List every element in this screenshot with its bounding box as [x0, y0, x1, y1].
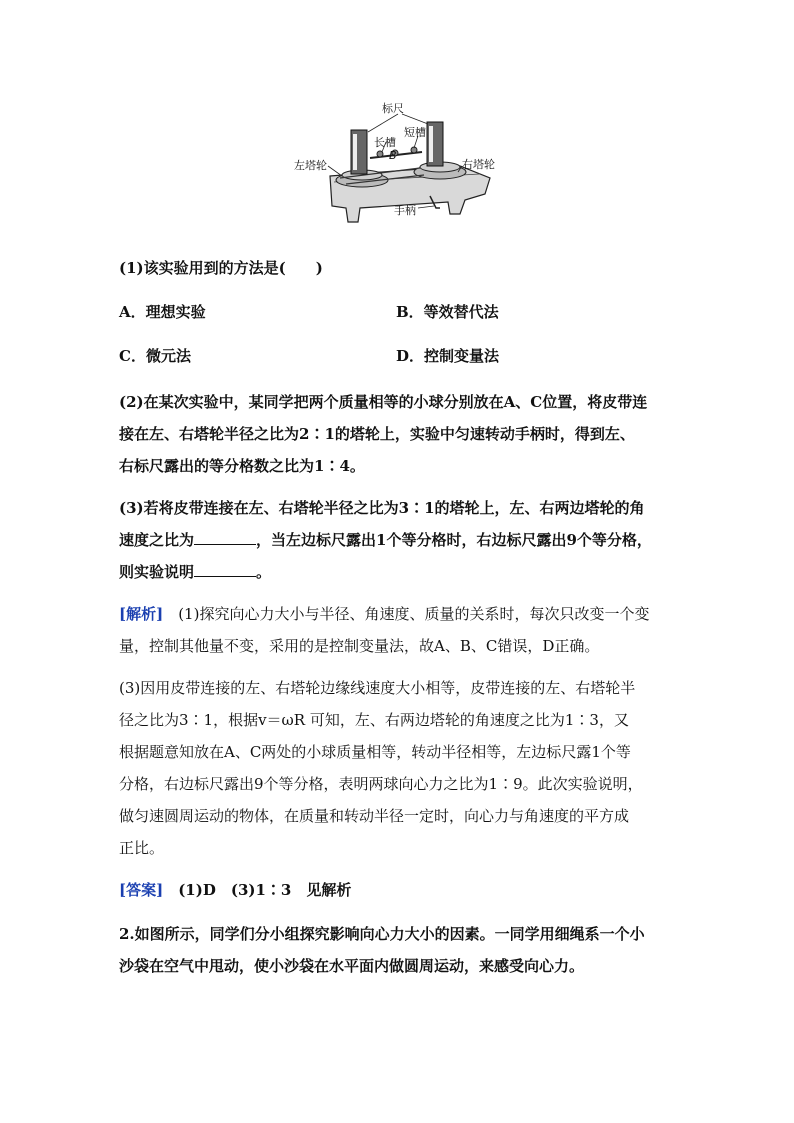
label-shoubing: 手柄 — [394, 204, 416, 217]
label-duancao: 短槽 — [404, 126, 426, 139]
label-changcao: 长槽 — [374, 136, 396, 149]
analysis-p1-line-2: 量，控制其他量不变，采用的是控制变量法，故A、B、C错误，D正确。 — [119, 637, 600, 655]
q3-line-2 — [119, 530, 652, 550]
q1-option-b: B．等效替代法 — [396, 303, 499, 321]
answer-tag: [答案] — [119, 881, 164, 899]
label-b: B — [389, 149, 397, 162]
q1-option-c: C．微元法 — [119, 347, 191, 365]
analysis-p3-line-4: 分格，右边标尺露出9个等分格，表明两球向心力之比为1∶9。此次实验说明， — [119, 775, 643, 793]
q3-line-2a: 速度之比为 — [119, 531, 195, 549]
q3-line-1: (3)若将皮带连接在左、右塔轮半径之比为3∶1的塔轮上，左、右两边塔轮的角 — [119, 499, 645, 517]
analysis-p3-line-3: 根据题意知放在A、C两处的小球质量相等，转动半径相等，左边标尺露1个等 — [119, 743, 631, 761]
q3-line-3 — [119, 562, 271, 582]
q3-line-3a: 则实验说明 — [119, 563, 195, 581]
blank-1 — [194, 530, 256, 545]
analysis-p1-text: (1)探究向心力大小与半径、角速度、质量的关系时，每次只改变一个变 — [163, 605, 650, 623]
q-next-line-1: 2.如图所示，同学们分小组探究影响向心力大小的因素。一同学用细绳系一个小 — [119, 925, 645, 943]
apparatus-figure — [290, 96, 510, 236]
label-youtalun: 右塔轮 — [462, 158, 495, 171]
q2-line-3: 右标尺露出的等分格数之比为1∶4。 — [119, 457, 365, 475]
q1-stem: (1)该实验用到的方法是( ) — [119, 259, 323, 277]
analysis-p3-line-5: 做匀速圆周运动的物体，在质量和转动半径一定时，向心力与角速度的平方成 — [119, 807, 630, 825]
answer-text: (1)D (3)1∶3 见解析 — [163, 881, 352, 899]
blank-2 — [194, 562, 256, 577]
label-biaochi: 标尺 — [382, 102, 404, 115]
analysis-p3-line-1: (3)因用皮带连接的左、右塔轮边缘线速度大小相等，皮带连接的左、右塔轮半 — [119, 679, 636, 697]
q1-option-a: A．理想实验 — [119, 303, 206, 321]
analysis-p3-line-2: 径之比为3∶1，根据v＝ωR 可知，左、右两边塔轮的角速度之比为1∶3，又 — [119, 711, 629, 729]
q3-line-2b: ，当左边标尺露出1个等分格时，右边标尺露出9个等分格， — [256, 531, 652, 549]
analysis-p3-line-6: 正比。 — [119, 839, 165, 857]
label-zuotalun: 左塔轮 — [294, 159, 327, 172]
analysis-p1-line-1 — [119, 604, 649, 624]
analysis-tag: [解析] — [119, 605, 164, 623]
q3-line-3b: 。 — [256, 563, 272, 581]
answer-line — [119, 880, 351, 900]
q2-line-1: (2)在某次实验中，某同学把两个质量相等的小球分别放在A、C位置，将皮带连 — [119, 393, 648, 411]
q-next-line-2: 沙袋在空气中甩动，使小沙袋在水平面内做圆周运动，来感受向心力。 — [119, 957, 585, 975]
q1-option-d: D．控制变量法 — [396, 347, 500, 365]
q2-line-2: 接在左、右塔轮半径之比为2∶1的塔轮上，实验中匀速转动手柄时，得到左、 — [119, 425, 635, 443]
